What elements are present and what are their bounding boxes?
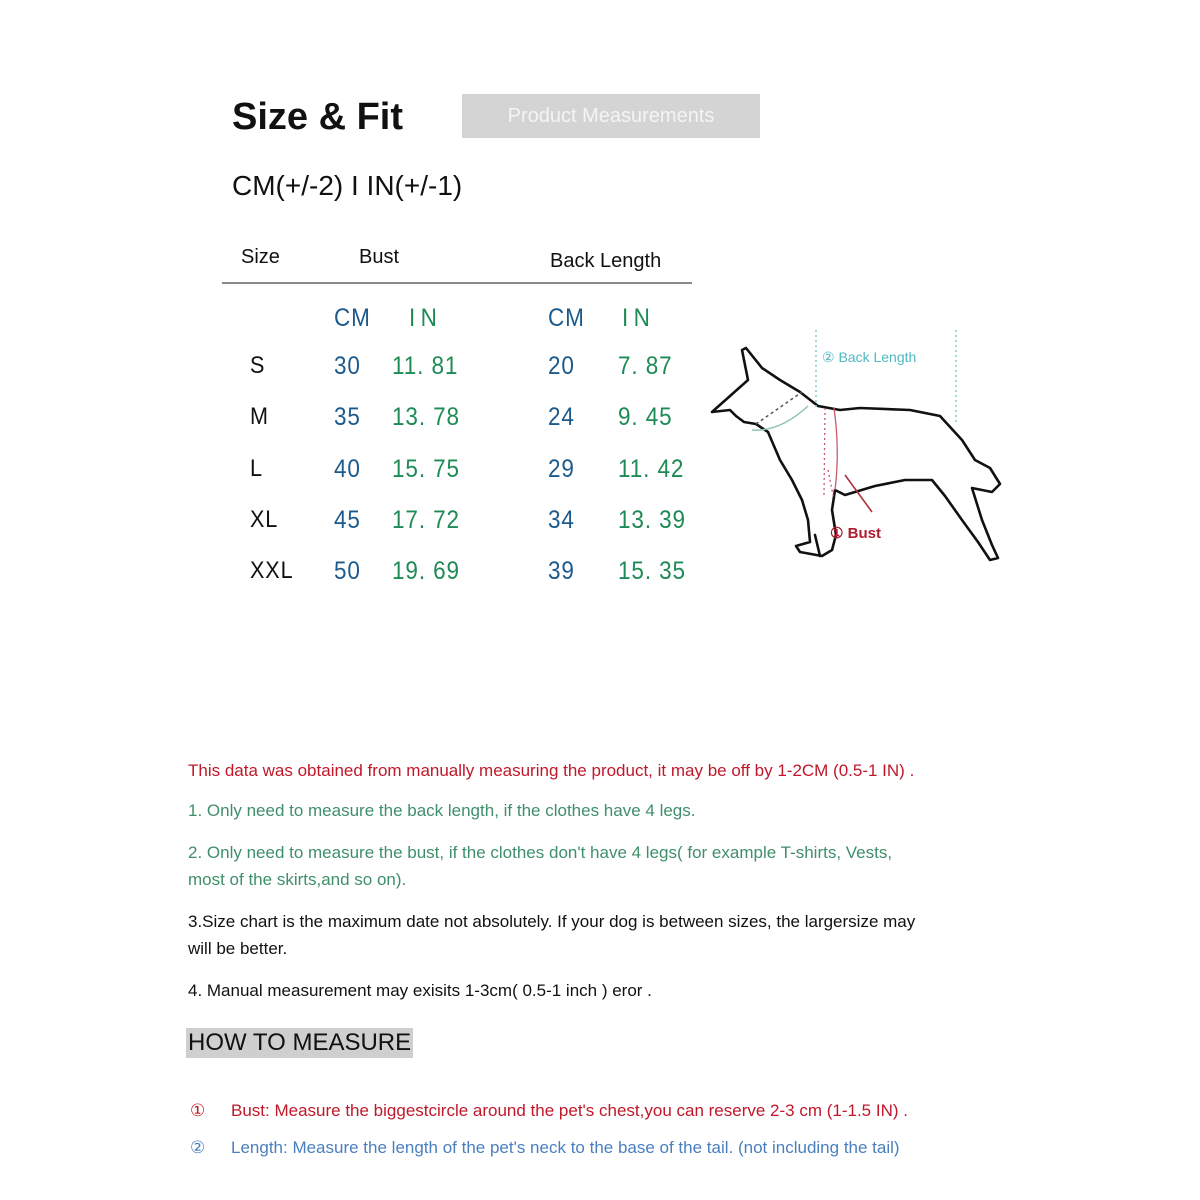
cell-bust-in: 17. 72 (392, 505, 460, 534)
note-3-line-1: 3.Size chart is the maximum date not absolutely. If your dog is between sizes, the largersize may (188, 912, 916, 931)
page-title: Size & Fit (232, 96, 404, 138)
note-3-line-2: will be better. (188, 939, 288, 958)
cell-bust-cm: 40 (334, 454, 361, 483)
cell-size: L (250, 454, 263, 482)
bust-label: ① Bust (830, 525, 881, 542)
cell-size: S (250, 352, 266, 379)
cell-back-in: 15. 35 (618, 557, 686, 586)
note-2-line-2: most of the skirts,and so on). (188, 870, 407, 889)
product-measurements-badge: Product Measurements (462, 94, 760, 138)
how-to-measure-heading: HOW TO MEASURE (188, 1029, 412, 1056)
step-2-number: ② (190, 1138, 206, 1157)
subheader-back-in: IN (622, 304, 656, 332)
cell-back-in: 13. 39 (618, 505, 686, 534)
cell-bust-cm: 45 (334, 505, 361, 534)
cell-back-cm: 29 (548, 454, 575, 483)
step-2-length: Length: Measure the length of the pet's neck to the base of the tail. (not including the tail) (231, 1138, 900, 1157)
dog-measurement-diagram (700, 320, 1020, 580)
cell-bust-in: 11. 81 (392, 352, 459, 380)
cell-back-cm: 34 (548, 505, 575, 534)
disclaimer-note: This data was obtained from manually measuring the product, it may be off by 1-2CM (0.5-1 IN) . (188, 761, 915, 780)
cell-bust-in: 15. 75 (392, 454, 460, 483)
cell-bust-cm: 30 (334, 352, 361, 380)
cell-back-cm: 20 (548, 352, 575, 380)
subheader-back-cm: CM (548, 304, 585, 332)
cell-back-in: 9. 45 (618, 403, 673, 432)
step-1-bust: Bust: Measure the biggestcircle around the pet's chest,you can reserve 2-3 cm (1-1.5 IN) . (231, 1101, 908, 1120)
cell-back-in: 7. 87 (618, 352, 673, 380)
note-2-line-1: 2. Only need to measure the bust, if the clothes don't have 4 legs( for example T-shirts, Vests, (188, 843, 893, 862)
subheader-bust-cm: CM (334, 304, 371, 332)
cell-size: XL (250, 505, 279, 533)
cell-back-cm: 24 (548, 403, 575, 432)
cell-size: XXL (250, 557, 294, 585)
cell-bust-in: 19. 69 (392, 557, 460, 586)
cell-back-cm: 39 (548, 557, 575, 586)
subheader-bust-in: IN (409, 304, 443, 332)
cell-bust-cm: 35 (334, 403, 361, 432)
note-4: 4. Manual measurement may exisits 1-3cm( 0.5-1 inch ) eror . (188, 981, 652, 1000)
cell-bust-cm: 50 (334, 557, 361, 586)
header-bust: Bust (359, 246, 400, 268)
cell-back-in: 11. 42 (618, 454, 685, 483)
note-1: 1. Only need to measure the back length, if the clothes have 4 legs. (188, 801, 696, 820)
step-1-number: ① (190, 1101, 206, 1120)
bust-measure-line (824, 408, 872, 512)
header-back-length: Back Length (550, 250, 662, 272)
cell-size: M (250, 403, 269, 431)
back-length-label: ② Back Length (822, 349, 917, 365)
cell-bust-in: 13. 78 (392, 403, 460, 432)
header-size: Size (241, 246, 280, 268)
neck-measure-line (752, 392, 808, 430)
units-tolerance: CM(+/-2) I IN(+/-1) (232, 170, 463, 201)
header-divider (222, 282, 692, 284)
